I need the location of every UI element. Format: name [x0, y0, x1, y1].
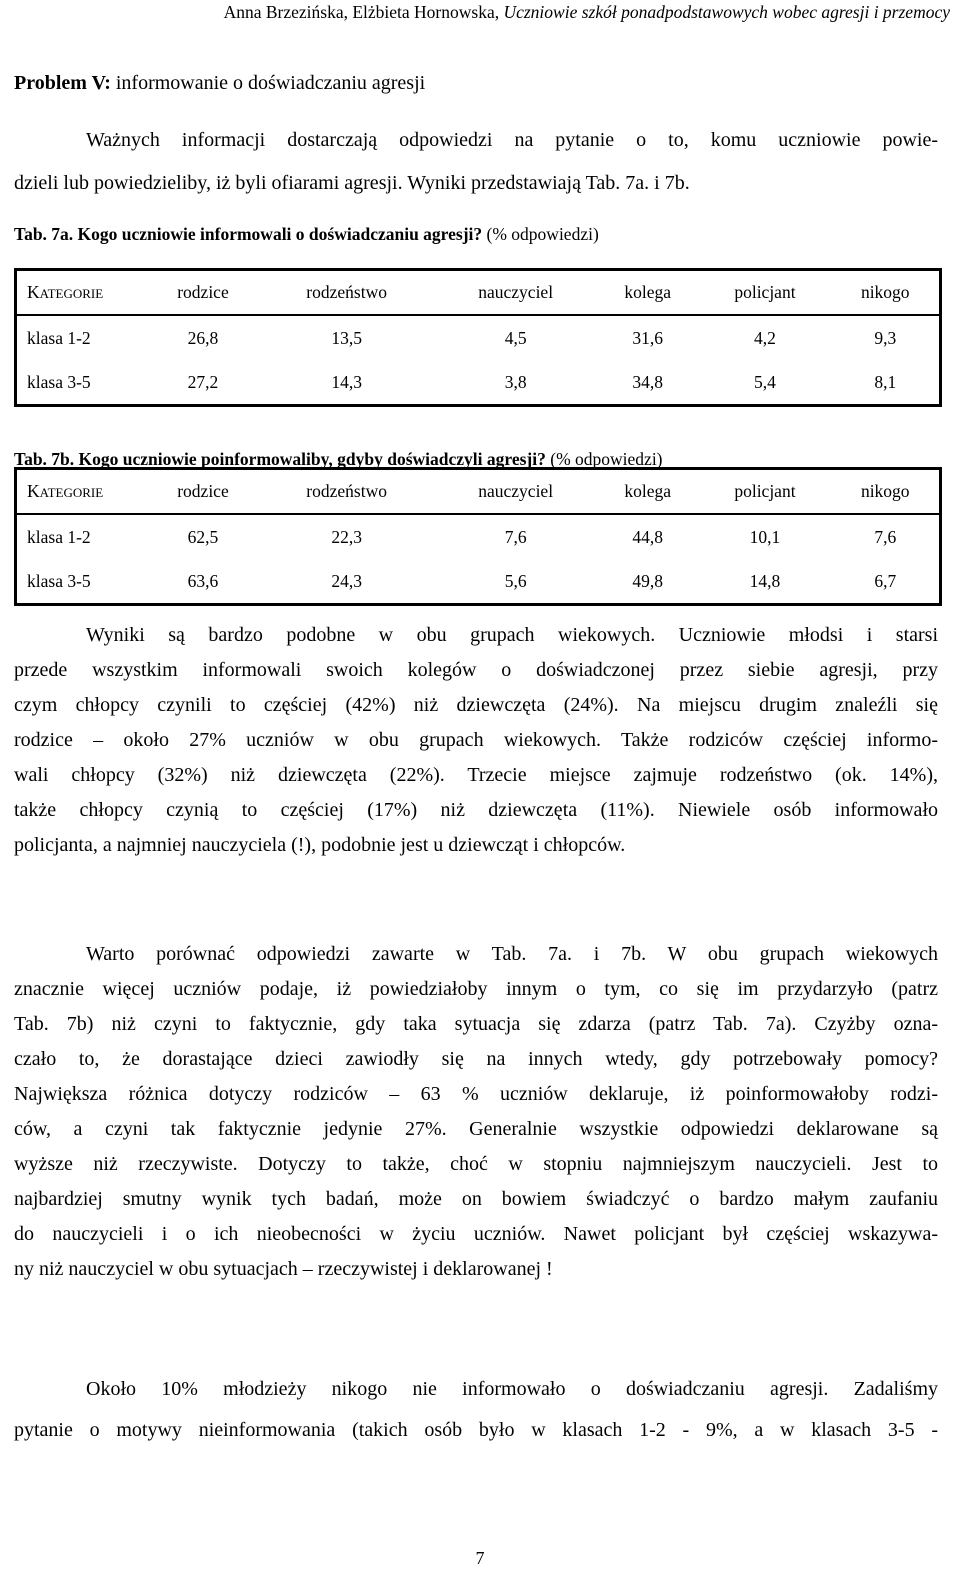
- header-cell: policjant: [698, 270, 831, 316]
- text-line: rodzice – około 27% uczniów w obu grupach wiekowych. Także rodziców częściej informo-: [14, 729, 938, 751]
- table-cell: 34,8: [632, 371, 663, 392]
- table-cell: 14,8: [749, 570, 781, 591]
- text-line: czało to, że dorastające dzieci zawiodły się na innych wtedy, gdy potrzebowały pomocy?: [14, 1048, 938, 1070]
- header-cell: nikogo: [832, 270, 941, 316]
- table-a: [14, 268, 942, 407]
- section-label: Problem V:: [14, 72, 111, 94]
- table-cell: 9,3: [874, 327, 897, 348]
- text-line: dzieli lub powiedzieliby, iż byli ofiarami agresji. Wyniki przedstawiają Tab. 7a. i 7b.: [14, 172, 690, 194]
- header-cell: KATEGORIE: [16, 469, 148, 515]
- table-header-row: [16, 469, 941, 515]
- page-number: 7: [475, 1548, 485, 1568]
- table-row: [16, 360, 941, 406]
- table-b: [14, 467, 942, 606]
- table-cell: 8,1: [874, 371, 897, 392]
- header-cell: policjant: [698, 469, 831, 515]
- text-line: najbardziej smutny wynik tych badań, może on bowiem świadczyć o bardzo małym zaufaniu: [14, 1188, 938, 1210]
- caption-bold: Tab. 7a. Kogo uczniowie informowali o doświadczaniu agresji?: [14, 224, 483, 244]
- header-cell: kolega: [597, 270, 698, 316]
- table-header-row: [16, 270, 941, 316]
- text-line: także chłopcy czynią to częściej (17%) niż dziewczęta (11%). Niewiele osób informowało: [14, 799, 938, 821]
- paragraph-1: [14, 618, 938, 863]
- text-line: Ważnych informacji dostarczają odpowiedzi na pytanie o to, komu uczniowie powie-: [86, 129, 938, 151]
- table-cell: 44,8: [632, 526, 663, 547]
- text-line: pytanie o motywy nieinformowania (takich osób było w klasach 1-2 - 9%, a w klasach 3-5 -: [14, 1419, 938, 1441]
- caption-bold: Tab. 7b. Kogo uczniowie poinformowaliby, gdyby doświadczyli agresji?: [14, 449, 546, 469]
- text-line: Około 10% młodzieży nikogo nie informowało o doświadczaniu agresji. Zadaliśmy: [86, 1378, 938, 1400]
- table-cell: 3,8: [504, 371, 527, 392]
- table-cell: 22,3: [331, 526, 362, 547]
- table-cell: 6,7: [874, 570, 897, 591]
- table-cell: klasa 1-2: [27, 327, 91, 348]
- table-cell: 4,2: [754, 327, 776, 348]
- table-row: [16, 315, 941, 360]
- text-line: Wyniki są bardzo podobne w obu grupach wiekowych. Uczniowie młodsi i starsi: [86, 624, 938, 646]
- header-cell: rodzice: [147, 270, 259, 316]
- table-cell: 4,5: [504, 327, 527, 348]
- text-line: ny niż nauczyciel w obu sytuacjach – rzeczywistej i deklarowanej !: [14, 1258, 553, 1280]
- intro-paragraph: [14, 123, 938, 201]
- text-line: przede wszystkim informowali swoich kolegów o doświadczonej przez siebie agresji, przy: [14, 659, 938, 681]
- table-cell: klasa 3-5: [27, 371, 91, 392]
- table-cell: 31,6: [632, 327, 663, 348]
- table-cell: 13,5: [331, 327, 362, 348]
- paragraph-3: [14, 1372, 938, 1448]
- table-cell: 7,6: [874, 526, 897, 547]
- header-cell: rodzeństwo: [259, 270, 434, 316]
- text-line: ców, a czyni tak faktycznie jedynie 27%. Generalnie wszystkie odpowiedzi deklarowane są: [14, 1118, 938, 1140]
- table-cell: 5,4: [754, 371, 776, 392]
- header-cell: nikogo: [832, 469, 941, 515]
- header-cell: kolega: [597, 469, 698, 515]
- header-cell: nauczyciel: [434, 270, 597, 316]
- table-cell: klasa 3-5: [27, 570, 91, 591]
- text-line: policjanta, a najmniej nauczyciela (!), podobnie jest u dziewcząt i chłopców.: [14, 834, 626, 856]
- text-line: wyższe niż rzeczywiste. Dotyczy to także, choć w stopniu najmniejszym nauczycieli. Jest to: [14, 1153, 938, 1175]
- table-row: [16, 514, 941, 559]
- table-cell: 62,5: [187, 526, 219, 547]
- header-cell: rodzeństwo: [259, 469, 434, 515]
- text-line: znacznie więcej uczniów podaje, iż powiedziałoby innym o tym, co się im przydarzyło (patrz: [14, 978, 938, 1000]
- table-cell: 49,8: [632, 570, 663, 591]
- text-line: wali chłopcy (32%) niż dziewczęta (22%). Trzecie miejsce zajmuje rodzeństwo (ok. 14%),: [14, 764, 938, 786]
- header-cell: nauczyciel: [434, 469, 597, 515]
- header-cell: rodzice: [147, 469, 259, 515]
- table-cell: 27,2: [187, 371, 219, 392]
- text-line: czym chłopcy czynili to częściej (42%) niż dziewczęta (24%). Na miejscu drugim znaleźli się: [14, 694, 938, 716]
- table-cell: 5,6: [504, 570, 527, 591]
- table-row: [16, 559, 941, 605]
- header-cell: KATEGORIE: [16, 270, 148, 316]
- header-title: Uczniowie szkół ponadpodstawowych wobec agresji i przemocy: [503, 2, 950, 22]
- section-text: informowanie o doświadczaniu agresji: [110, 72, 426, 94]
- running-header: [0, 2, 950, 23]
- table-cell: klasa 1-2: [27, 526, 91, 547]
- table-cell: 7,6: [504, 526, 527, 547]
- table-cell: 14,3: [331, 371, 362, 392]
- paragraph-2: [14, 937, 938, 1287]
- table-cell: 24,3: [331, 570, 362, 591]
- text-line: Największa różnica dotyczy rodziców – 63 % uczniów deklaruje, iż poinformowałoby rodzi-: [14, 1083, 938, 1105]
- table-cell: 10,1: [749, 526, 781, 547]
- caption-rest: (% odpowiedzi): [545, 449, 663, 469]
- table-cell: 63,6: [187, 570, 219, 591]
- header-authors: Anna Brzezińska, Elżbieta Hornowska,: [223, 2, 504, 22]
- text-line: Warto porównać odpowiedzi zawarte w Tab. 7a. i 7b. W obu grupach wiekowych: [86, 943, 938, 965]
- section-title: [14, 72, 425, 95]
- caption-rest: (% odpowiedzi): [482, 224, 599, 244]
- text-line: do nauczycieli i o ich nieobecności w życiu uczniów. Nawet policjant był częściej wskazywa-: [14, 1223, 938, 1245]
- table-a-caption: [14, 224, 599, 245]
- table-cell: 26,8: [187, 327, 219, 348]
- text-line: Tab. 7b) niż czyni to faktycznie, gdy taka sytuacja się zdarza (patrz Tab. 7a). Czyżby ozna-: [14, 1013, 938, 1035]
